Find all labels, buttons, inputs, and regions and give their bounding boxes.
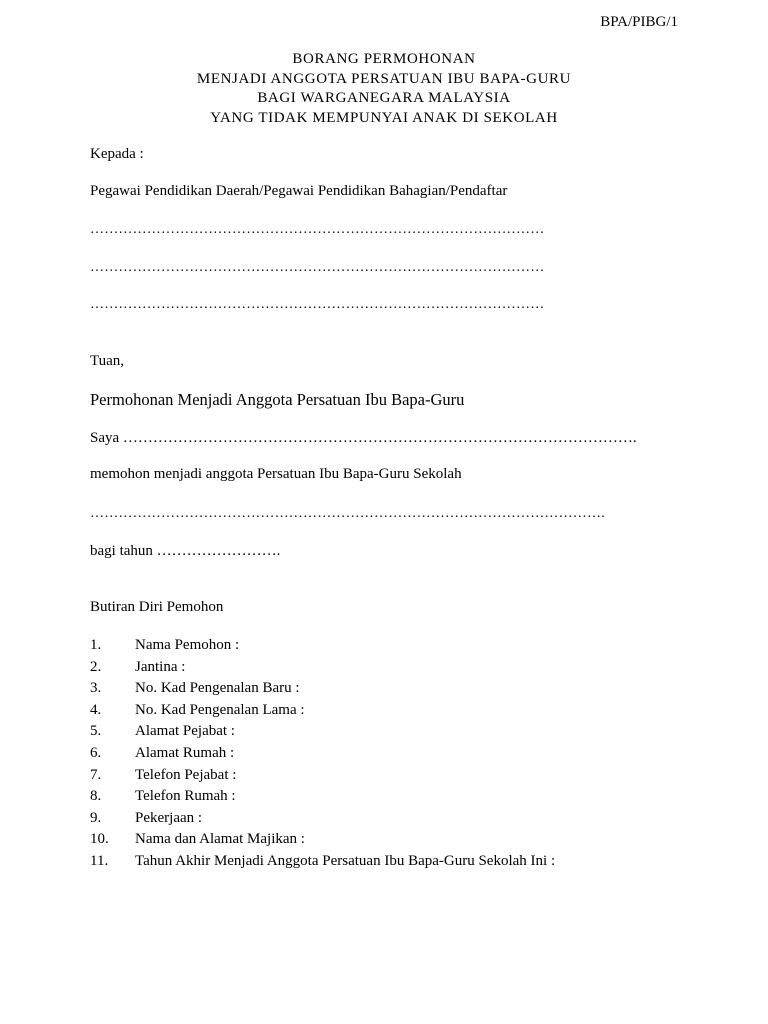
saya-name-field[interactable]: Saya …………………………………………………………………………………………. — [90, 430, 637, 446]
item-label: Tahun Akhir Menjadi Anggota Persatuan Ibu Bapa-Guru Sekolah Ini : — [135, 852, 556, 869]
item-label: No. Kad Pengenalan Lama : — [135, 701, 305, 718]
item-number: 4. — [90, 701, 102, 718]
letter-subject: Permohonan Menjadi Anggota Persatuan Ibu Bapa-Guru — [90, 390, 465, 409]
school-name-blank[interactable]: ………………………………………………………………………………………………. — [90, 506, 605, 521]
item-number: 9. — [90, 809, 102, 826]
title-line-3: BAGI WARGANEGARA MALAYSIA — [257, 90, 511, 106]
item-label: Jantina : — [135, 658, 186, 675]
address-blank-3[interactable]: …………………………………………………………………………………… — [90, 297, 545, 312]
item-label: Telefon Rumah : — [135, 788, 236, 805]
item-label: Alamat Pejabat : — [135, 723, 235, 740]
item-number: 6. — [90, 744, 102, 761]
reference-code: BPA/PIBG/1 — [600, 14, 678, 30]
address-blank-1[interactable]: …………………………………………………………………………………… — [90, 222, 545, 237]
item-label: No. Kad Pengenalan Baru : — [135, 680, 300, 697]
item-number: 2. — [90, 658, 102, 675]
title-line-1: BORANG PERMOHONAN — [292, 51, 476, 67]
form-title — [0, 50, 768, 128]
year-field[interactable]: bagi tahun ……………………. — [90, 543, 281, 559]
item-label: Nama dan Alamat Majikan : — [135, 831, 305, 848]
kepada-label: Kepada : — [90, 146, 144, 162]
greeting: Tuan, — [90, 353, 125, 369]
address-blank-2[interactable]: …………………………………………………………………………………… — [90, 260, 545, 275]
item-number: 8. — [90, 788, 102, 805]
item-label: Alamat Rumah : — [135, 744, 235, 761]
item-number: 3. — [90, 680, 102, 697]
request-text: memohon menjadi anggota Persatuan Ibu Bapa-Guru Sekolah — [90, 466, 462, 482]
title-line-4: YANG TIDAK MEMPUNYAI ANAK DI SEKOLAH — [210, 109, 558, 126]
item-number: 5. — [90, 723, 102, 740]
item-number: 1. — [90, 637, 102, 653]
item-label: Pekerjaan : — [135, 809, 203, 826]
item-label: Telefon Pejabat : — [135, 766, 237, 783]
recipient-text: Pegawai Pendidikan Daerah/Pegawai Pendidikan Bahagian/Pendaftar — [90, 183, 508, 199]
applicant-details-heading: Butiran Diri Pemohon — [90, 599, 224, 615]
item-label: Nama Pemohon : — [135, 637, 240, 653]
item-number: 11. — [90, 852, 109, 869]
title-line-2: MENJADI ANGGOTA PERSATUAN IBU BAPA-GURU — [196, 70, 572, 87]
item-number: 7. — [90, 766, 102, 783]
item-number: 10. — [90, 831, 109, 848]
